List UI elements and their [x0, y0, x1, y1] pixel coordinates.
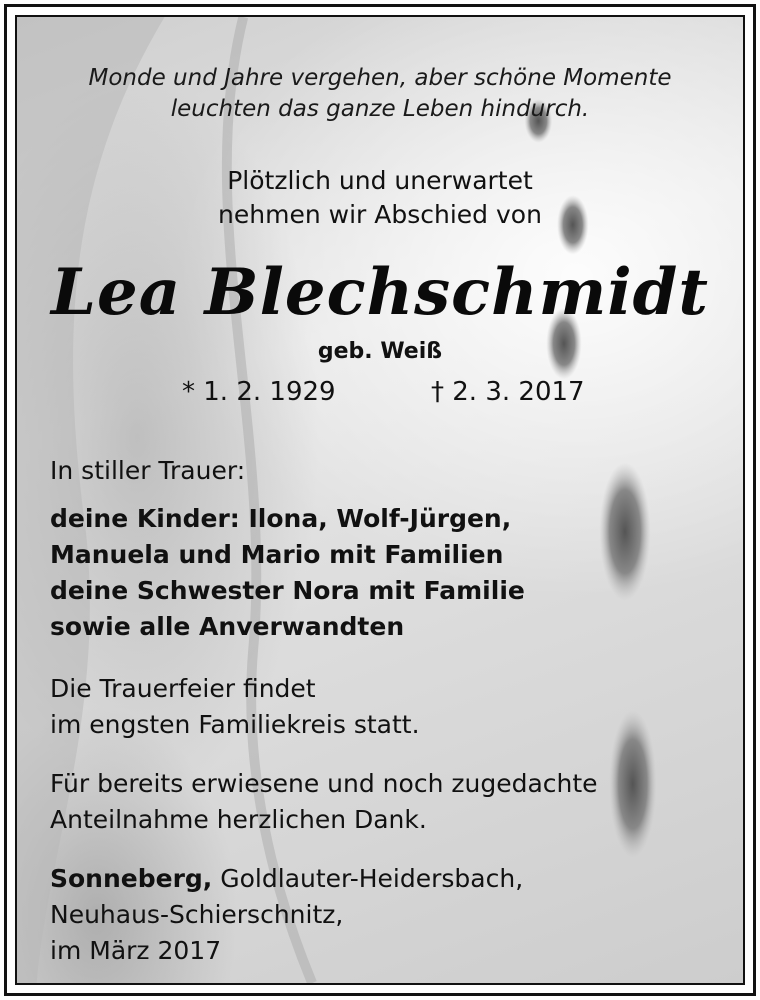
service-line-1: Die Trauerfeier findet	[50, 674, 316, 703]
footprints-in-snow-image	[17, 17, 743, 983]
mourners-line: deine Kinder: Ilona, Wolf-Jürgen,	[50, 504, 512, 533]
mourners-heading: In stiller Trauer:	[50, 456, 246, 485]
place-line-2: Neuhaus-Schierschnitz,	[50, 900, 344, 929]
death-date: † 2. 3. 2017	[431, 377, 585, 407]
mourners-line: Manuela und Mario mit Familien	[50, 540, 504, 569]
intro-line-2: nehmen wir Abschied von	[218, 200, 542, 229]
quote-line-2: leuchten das ganze Leben hindurch.	[170, 96, 590, 122]
place-villages: Goldlauter-Heidersbach,	[212, 864, 524, 893]
mourners-line: deine Schwester Nora mit Familie	[50, 576, 525, 605]
deceased-name: Lea Blechschmidt	[51, 255, 709, 330]
quote-line-1: Monde und Jahre vergehen, aber schöne Momente	[88, 65, 672, 91]
place-line-1	[50, 861, 523, 897]
obituary-frame	[4, 4, 756, 996]
place-town: Sonneberg,	[50, 864, 213, 893]
birth-name: geb. Weiß	[317, 339, 443, 364]
place-date: im März 2017	[50, 936, 222, 965]
service-line-2: im engsten Familiekreis statt.	[50, 710, 420, 739]
obituary-panel	[15, 15, 745, 985]
intro-line-1: Plötzlich und unerwartet	[227, 166, 533, 195]
mourners-line: sowie alle Anverwandten	[50, 612, 405, 641]
birth-date: * 1. 2. 1929	[182, 377, 336, 407]
thanks-line-2: Anteilnahme herzlichen Dank.	[50, 805, 427, 834]
thanks-line-1: Für bereits erwiesene und noch zugedachte	[50, 769, 598, 798]
